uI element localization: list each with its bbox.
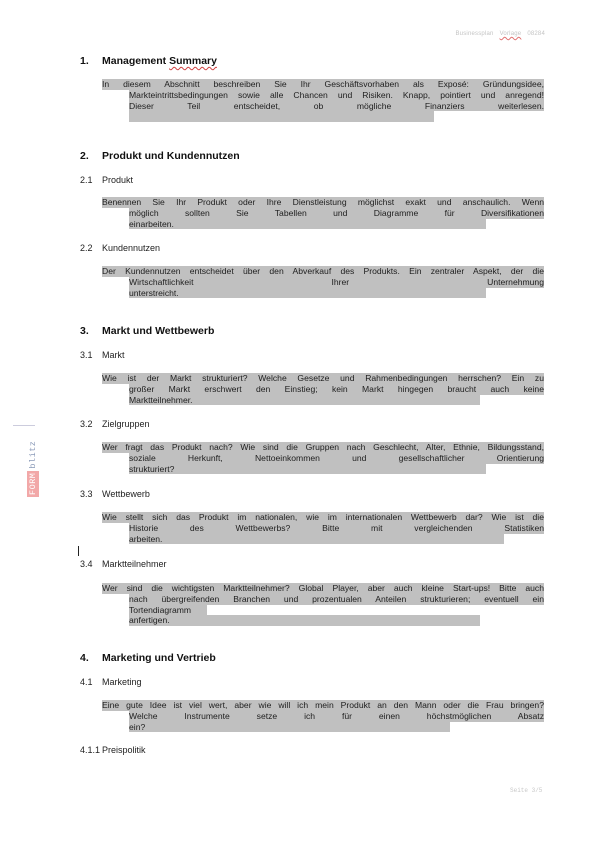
subsection-number: 3.3 (80, 489, 93, 499)
text-line: soziale Herkunft, Nettoeinkommen und gesellschaftlicher Orientierung (129, 452, 544, 463)
subsection-heading-3-3 (80, 489, 150, 499)
section-title: Markt und Wettbewerb (102, 325, 215, 337)
subsection-title: Preispolitik (102, 745, 146, 755)
section-heading-4 (80, 652, 216, 664)
formblitz-logo (27, 425, 41, 495)
section-title-flagged: Summary (169, 55, 217, 67)
text-line: Der Kundennutzen entscheidet über den Abverkauf des Produkts. Ein zentraler Aspekt, der die (102, 266, 544, 276)
section-heading-2 (80, 150, 240, 162)
text-line: Dieser Teil entscheidet, ob mögliche Finanziers weiterlesen. (129, 100, 544, 111)
subsection-number: 3.4 (80, 559, 93, 569)
paragraph-marketing[interactable] (102, 700, 544, 732)
subsection-number: 4.1.1 (80, 745, 101, 755)
text-line: einarbeiten. (129, 219, 486, 230)
subsection-title: Marktteilnehmer (102, 559, 167, 569)
subsection-title: Marketing (102, 677, 142, 687)
text-line: Wie stellt sich das Produkt im nationalen, wie im internationalen Wettbewerb dar? Wie ist die (102, 512, 544, 522)
subsection-number: 3.2 (80, 419, 93, 429)
subsection-heading-4-1-1 (80, 745, 146, 755)
subsection-heading-3-1 (80, 350, 125, 360)
section-number: 2. (80, 150, 89, 162)
paragraph-produkt[interactable] (102, 197, 544, 229)
text-line: möglich sollten Sie Tabellen und Diagramme für Diversifikationen (129, 207, 544, 218)
section-title: Produkt und Kundennutzen (102, 150, 240, 162)
logo-form: FORM (28, 472, 38, 495)
subsection-title: Wettbewerb (102, 489, 150, 499)
header-code: 08284 (527, 31, 545, 37)
subsection-title: Kundennutzen (102, 243, 161, 253)
section-number: 3. (80, 325, 89, 337)
section-heading-3 (80, 325, 214, 337)
text-line: Markteintrittsbedingungen sowie alle Chancen und Risiken. Knapp, pointiert und anregend! (129, 89, 544, 100)
text-line: Welche Instrumente setze ich für einen höchstmöglichen Absatz (129, 710, 544, 721)
paragraph-markt[interactable] (102, 373, 544, 405)
logo-text (27, 441, 39, 497)
text-line: In diesem Abschnitt beschreiben Sie Ihr Geschäftsvorhaben als Exposé: Gründungsidee, (102, 79, 544, 89)
paragraph-zielgruppen[interactable] (102, 442, 544, 474)
subsection-title: Produkt (102, 175, 134, 185)
highlight-filler (129, 111, 434, 122)
text-line: Tortendiagramm (129, 605, 207, 616)
section-number: 4. (80, 652, 89, 664)
text-line: Eine gute Idee ist viel wert, aber wie will ich mein Produkt an den Mann oder die Frau bringen? (102, 700, 544, 710)
subsection-title: Zielgruppen (102, 419, 150, 429)
text-line: ein? (129, 722, 450, 733)
text-line: Benennen Sie Ihr Produkt oder Ihre Dienstleistung möglichst exakt und anschaulich. Wenn (102, 197, 544, 207)
text-line: strukturiert? (129, 464, 486, 475)
text-line: Wirtschaftlichkeit Ihrer Unternehmung (129, 276, 544, 287)
paragraph-marktteilnehmer[interactable] (102, 583, 544, 626)
section-number: 1. (80, 55, 89, 67)
text-line: großer Markt erschwert den Einstieg; kein Markt hingegen braucht auch keine (129, 383, 544, 394)
logo-rule (13, 425, 35, 426)
subsection-heading-2-1 (80, 175, 133, 185)
text-line: Wer fragt das Produkt nach? Wie sind die Gruppen nach Geschlecht, Alter, Ethnie, Bildungsstand, (102, 442, 544, 452)
page-footer: Seite 3/5 (510, 787, 543, 794)
section-title: Marketing und Vertrieb (102, 652, 216, 664)
logo-blitz: blitz (28, 440, 38, 469)
text-line: Wie ist der Markt strukturiert? Welche Gesetze und Rahmenbedingungen herrschen? Ein zu (102, 373, 544, 383)
page-header (455, 31, 545, 37)
paragraph-kundennutzen[interactable] (102, 266, 544, 298)
text-line: nach übergreifenden Branchen und prozentualen Anteilen strukturieren; eventuell ein (129, 593, 544, 604)
header-title: Businessplan (455, 31, 494, 37)
subsection-heading-3-4 (80, 559, 167, 569)
text-line: arbeiten. (129, 534, 504, 545)
text-line: Historie des Wettbewerbs? Bitte mit vergleichenden Statistiken (129, 522, 544, 533)
paragraph-wettbewerb[interactable] (102, 512, 544, 544)
subsection-number: 2.1 (80, 175, 93, 185)
section-title: Management (102, 55, 167, 67)
header-flagged-word: Vorlage (499, 31, 522, 37)
text-line: Marktteilnehmer. (129, 395, 480, 406)
text-line: Wer sind die wichtigsten Marktteilnehmer? Global Player, aber auch kleine Start-ups! Bitte auch (102, 583, 544, 593)
text-line: unterstreicht. (129, 288, 486, 299)
subsection-heading-2-2 (80, 243, 160, 253)
section-heading-1 (80, 55, 217, 67)
subsection-number: 3.1 (80, 350, 93, 360)
subsection-number: 4.1 (80, 677, 93, 687)
subsection-number: 2.2 (80, 243, 93, 253)
subsection-heading-3-2 (80, 419, 150, 429)
subsection-heading-4-1 (80, 677, 142, 687)
subsection-title: Markt (102, 350, 125, 360)
text-cursor (78, 546, 79, 556)
paragraph-management-summary[interactable] (102, 79, 544, 122)
text-line: anfertigen. (129, 615, 480, 626)
